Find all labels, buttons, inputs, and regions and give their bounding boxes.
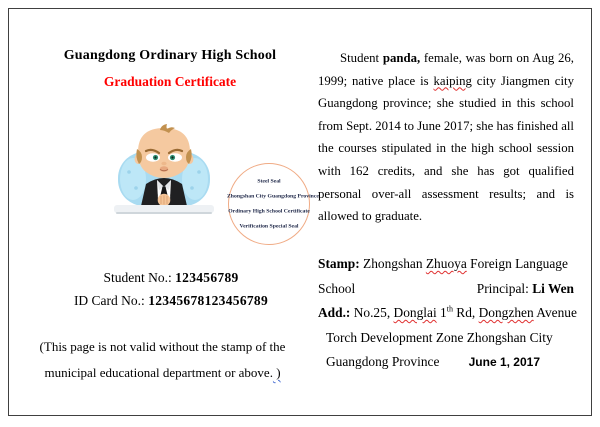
validity-note-line1: (This page is not valid without the stamp of the xyxy=(39,339,286,354)
stamp-block xyxy=(318,252,577,375)
principal-line xyxy=(477,277,574,302)
body-paragraph xyxy=(318,47,574,228)
body-text: female, was born on Aug 26, 1999; native place is xyxy=(318,51,574,88)
body-text: Student xyxy=(340,51,383,65)
address-misspelled-word: Dongzhen xyxy=(478,305,534,321)
stamp-label: Stamp: xyxy=(318,256,360,271)
school-principal-line xyxy=(318,277,574,302)
student-no-value: 123456789 xyxy=(175,270,239,285)
id-card-line xyxy=(41,293,301,309)
seal-line: Steel Seal xyxy=(257,178,281,185)
address-line2: Torch Development Zone Zhongshan City xyxy=(326,329,553,345)
boss-baby-image xyxy=(114,122,214,216)
validity-note-grammar-mark: ) xyxy=(272,365,281,380)
seal-line: Ordinary High School Certificate xyxy=(228,208,310,215)
principal-name: Li Wen xyxy=(532,280,574,296)
address-label: Add.: xyxy=(318,305,351,321)
address-text: Avenue xyxy=(533,305,577,321)
student-name: panda, xyxy=(382,51,421,65)
stamp-misspelled-word: Zhuoya xyxy=(425,256,467,271)
address-line xyxy=(318,301,577,326)
graduation-date: June 1, 2017 xyxy=(468,355,540,370)
ordinal-suffix: th xyxy=(446,304,453,314)
address-text: 1 xyxy=(436,305,447,321)
address-text: Rd, xyxy=(452,305,479,321)
school-name-title: Guangdong Ordinary High School xyxy=(63,48,277,63)
seal-line: Zhongshan City Guangdong Province xyxy=(227,193,319,200)
principal-label: Principal: xyxy=(476,280,533,296)
stamp-text: Zhongshan xyxy=(359,256,426,271)
address-misspelled-word: Donglai xyxy=(393,305,437,321)
student-no-line xyxy=(41,270,301,286)
seal-text xyxy=(227,174,319,234)
address-text: No.25, xyxy=(350,305,394,321)
province-date-line xyxy=(318,350,574,375)
id-card-label: ID Card No.: xyxy=(73,293,149,308)
province-text: Guangdong Province xyxy=(326,354,440,370)
student-no-label: Student No.: xyxy=(103,270,176,285)
stamp-line xyxy=(318,252,574,277)
seal-line: Verification Special Seal xyxy=(239,223,299,230)
school-word: School xyxy=(318,280,356,296)
validity-note-text: municipal educational department or above. xyxy=(44,365,273,380)
body-text: city Jiangmen city Guangdong province; she studied in this school from Sept. 2014 to June 2017; she has finished all the courses stipulated in the high school session with 162 credits, and she has got qualified personal over-all assessment results; and is allowed to graduate. xyxy=(318,73,574,224)
boss-baby-icon xyxy=(114,122,214,216)
id-card-value: 12345678123456789 xyxy=(148,293,269,308)
stamp-text: Foreign Language xyxy=(466,256,568,271)
seal-stamp xyxy=(227,163,319,245)
body-text-misspelled-word: kaiping xyxy=(433,73,472,88)
certificate-title: Graduation Certificate xyxy=(103,74,237,89)
validity-note-line2 xyxy=(25,365,300,381)
